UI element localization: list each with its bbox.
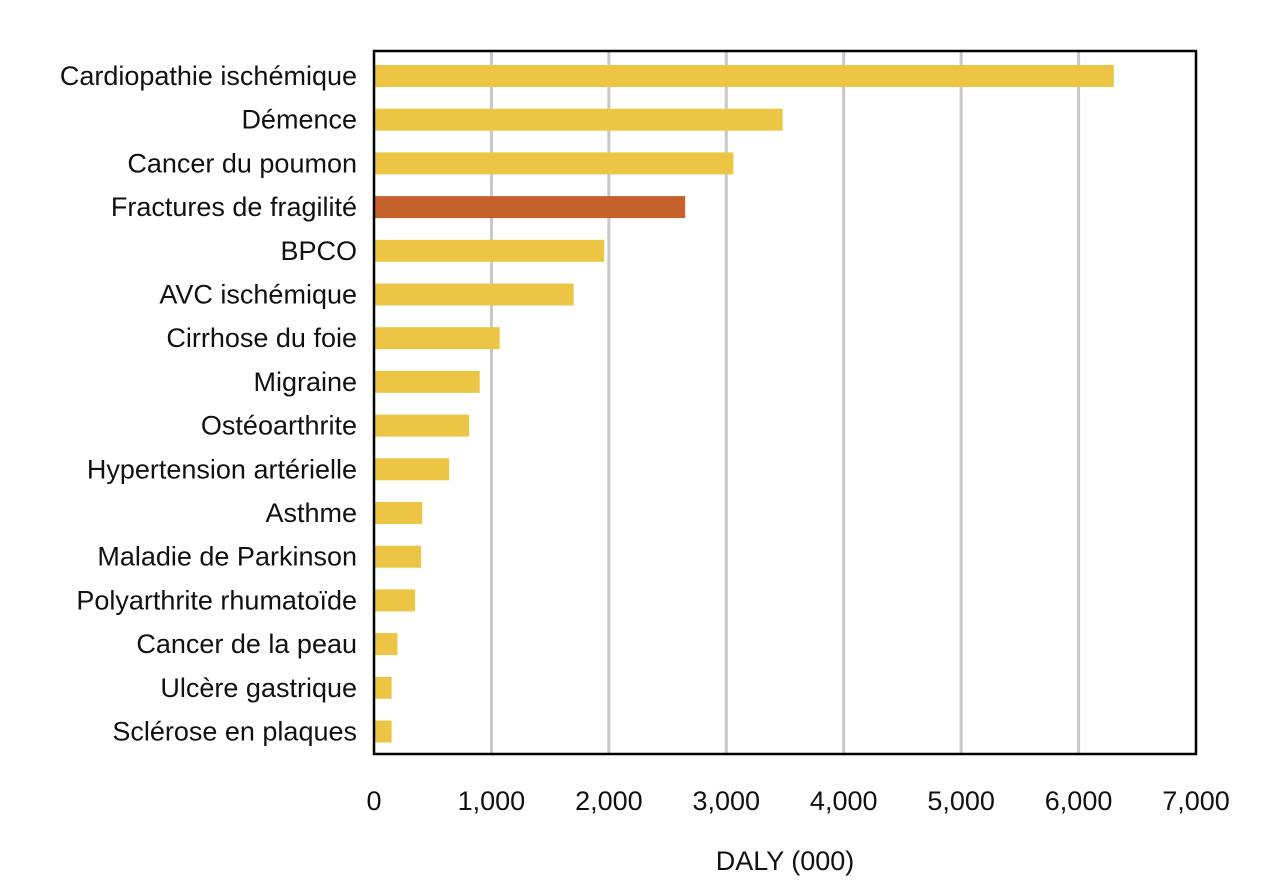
x-tick-label: 0 <box>366 786 382 816</box>
category-label: Ostéoarthrite <box>200 410 357 441</box>
category-label: Hypertension artérielle <box>86 454 357 485</box>
category-label: Fractures de fragilité <box>110 192 357 223</box>
category-label: Cardiopathie ischémique <box>59 61 357 91</box>
category-label: Polyarthrite rhumatoïde <box>76 585 357 616</box>
x-tick-label: 3,000 <box>692 786 761 816</box>
bar <box>375 109 783 131</box>
bar <box>375 65 1114 87</box>
x-axis-title: DALY (000) <box>715 846 855 876</box>
bar <box>375 589 415 611</box>
category-labels <box>60 61 357 747</box>
bar <box>375 240 604 262</box>
category-label: Cancer du poumon <box>127 148 357 179</box>
bar <box>375 152 733 174</box>
bar <box>375 458 449 480</box>
bar <box>375 633 397 655</box>
x-tick-label: 7,000 <box>1162 786 1230 816</box>
x-tick-label: 5,000 <box>927 786 995 816</box>
category-label: Cirrhose du foie <box>166 323 357 354</box>
x-tick-label: 6,000 <box>1044 786 1113 816</box>
bar <box>375 415 469 437</box>
category-label: Sclérose en plaques <box>112 716 357 747</box>
bar <box>375 502 422 524</box>
x-tick-label: 4,000 <box>809 786 878 816</box>
bar <box>375 327 500 349</box>
category-label: AVC ischémique <box>159 279 357 310</box>
x-tick-labels <box>366 786 1229 816</box>
category-label: Asthme <box>265 498 357 528</box>
bar <box>375 721 392 743</box>
category-label: Ulcère gastrique <box>160 672 357 703</box>
category-label: Migraine <box>253 366 357 397</box>
bar <box>375 284 574 306</box>
bar <box>375 196 685 218</box>
x-tick-label: 2,000 <box>575 786 643 816</box>
category-label: Maladie de Parkinson <box>97 541 357 572</box>
category-label: BPCO <box>280 235 357 266</box>
category-label: Cancer de la peau <box>136 629 357 660</box>
category-label: Démence <box>241 104 357 135</box>
bar <box>375 371 480 393</box>
bar <box>375 546 421 568</box>
x-tick-label: 1,000 <box>457 786 526 816</box>
bars <box>375 65 1114 743</box>
bar <box>375 677 392 699</box>
